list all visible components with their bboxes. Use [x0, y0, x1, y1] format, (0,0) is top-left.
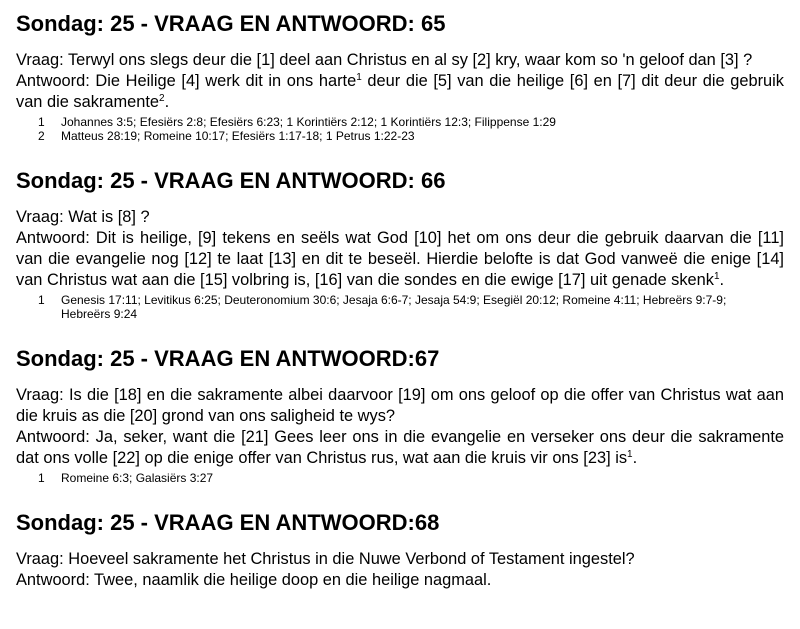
answer-text — [16, 427, 784, 469]
footnote-text: Johannes 3:5; Efesiërs 2:8; Efesiërs 6:23; 1 Korintiërs 2:12; 1 Korintiërs 12:3; Filippense 1:29 — [61, 115, 556, 129]
question-text: Vraag: Is die [18] en die sakramente albei daarvoor [19] om ons geloof op die offer van Christus wat aan die kruis as die [20] grond van ons saligheid te wys? — [16, 386, 784, 425]
footnote-text: Romeine 6:3; Galasiërs 3:27 — [61, 471, 214, 485]
section-title: Sondag: 25 - VRAAG EN ANTWOORD: 65 — [16, 11, 446, 36]
footnote-number: 1 — [38, 115, 45, 129]
qa-section-65 — [16, 10, 784, 143]
section-title: Sondag: 25 - VRAAG EN ANTWOORD:67 — [16, 346, 440, 371]
footnote-list — [16, 293, 784, 321]
section-title: Sondag: 25 - VRAAG EN ANTWOORD:68 — [16, 510, 440, 535]
answer-part: Antwoord: Die Heilige [4] werk dit in ons harte — [16, 72, 357, 90]
answer-part: . — [632, 449, 638, 467]
question-text: Vraag: Terwyl ons slegs deur die [1] deel aan Christus en al sy [2] kry, waar kom so 'n geloof dan [3] ? — [16, 51, 753, 69]
footnote-ref: 1 — [356, 72, 362, 83]
answer-part: Antwoord: Twee, naamlik die heilige doop en die heilige nagmaal. — [16, 571, 492, 589]
footnote-number: 1 — [38, 293, 45, 307]
qa-section-67 — [16, 345, 784, 485]
footnote-number: 1 — [38, 471, 45, 485]
footnote — [16, 115, 784, 129]
footnote-text: Matteus 28:19; Romeine 10:17; Efesiërs 1:17-18; 1 Petrus 1:22-23 — [61, 129, 415, 143]
answer-part: . — [164, 93, 170, 111]
footnote-ref: 1 — [713, 271, 720, 282]
qa-section-68 — [16, 509, 784, 591]
footnote-ref: 2 — [159, 93, 165, 104]
answer-part: Antwoord: Ja, seker, want die [21] Gees leer ons in die evangelie en verseker ons deur die sakramente dat ons volle [22] op die enige offer van Christus rus, wat aan die kruis vir ons [23] is — [16, 428, 784, 467]
footnote-number: 2 — [38, 129, 45, 143]
answer-part: . — [719, 271, 725, 289]
answer-text — [16, 71, 784, 113]
answer-text — [16, 228, 784, 291]
footnote — [16, 471, 784, 485]
question-text: Vraag: Wat is [8] ? — [16, 208, 150, 226]
question-text: Vraag: Hoeveel sakramente het Christus in die Nuwe Verbond of Testament ingestel? — [16, 550, 635, 568]
answer-part: Antwoord: Dit is heilige, [9] tekens en seëls wat God [10] het om ons deur die gebruik daarvan die [11] van die evangelie nog [12] te laat [13] en dit te beseël. Hierdie belofte is dat God vanweë die enige [14] van Christus wat aan die [15] volbring is, [16] van die sondes en die ewige [17] uit genade skenk — [16, 229, 784, 289]
footnote — [16, 293, 784, 321]
footnote-text: Genesis 17:11; Levitikus 6:25; Deuteronomium 30:6; Jesaja 6:6-7; Jesaja 54:9; Esegiël 20:12; Romeine 4:11; Hebreërs 9:7-9; Hebreërs 9:24 — [61, 293, 727, 321]
qa-section-66 — [16, 167, 784, 321]
answer-part: deur die [5] van die heilige [6] en [7] dit deur die gebruik van die sakramente — [16, 72, 784, 111]
footnote-ref: 1 — [627, 449, 633, 460]
footnote-list — [16, 471, 784, 485]
footnote-list — [16, 115, 784, 143]
section-title: Sondag: 25 - VRAAG EN ANTWOORD: 66 — [16, 168, 446, 193]
answer-text — [16, 570, 784, 591]
footnote — [16, 129, 784, 143]
